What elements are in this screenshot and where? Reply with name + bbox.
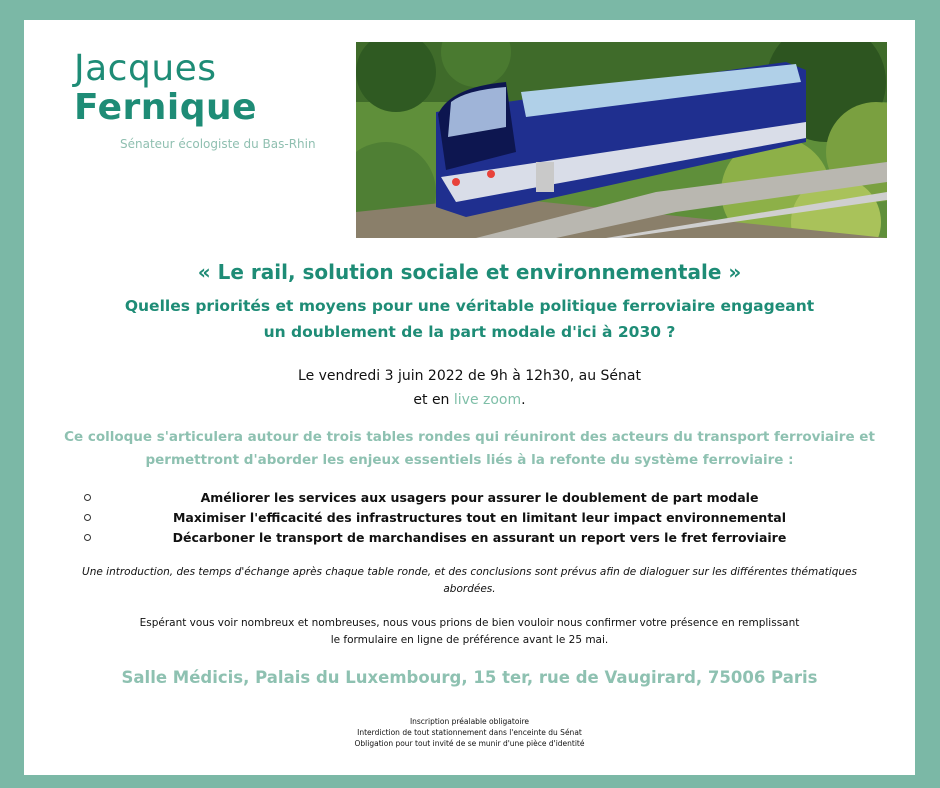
venue-address: Salle Médicis, Palais du Luxembourg, 15 ter, rue de Vaugirard, 75006 Paris [121,668,818,687]
bullet-circle-icon [84,494,91,501]
list-item [84,508,855,528]
note-line-1: Une introduction, des temps d'échange après chaque table ronde, et des conclusions sont prévus afin de dialoguer sur les différentes thématiques [82,566,857,578]
topic-text: Améliorer les services aux usagers pour assurer le doublement de part modale [200,490,759,505]
brand-tagline: Sénateur écologiste du Bas-Rhin [120,137,316,151]
brand-logo [74,50,257,128]
topic-text: Décarboner le transport de marchandises en assurant un report vers le fret ferroviaire [172,530,787,545]
bullet-circle-icon [84,534,91,541]
live-prefix: et en [413,392,454,408]
intro-line-2: permettront d'aborder les enjeux essentiels liés à la refonte du système ferroviaire : [145,452,794,468]
footer-notices [24,716,915,749]
program-note [64,564,875,598]
event-title: « Le rail, solution sociale et environnementale » [197,260,742,284]
invite-line-2: le formulaire en ligne de préférence avant le 25 mai. [330,634,609,646]
brand-first-name: Jacques [74,48,217,89]
footer-line: Inscription préalable obligatoire [409,717,530,726]
list-item [84,528,855,548]
footer-line: Interdiction de tout stationnement dans l'enceinte du Sénat [357,728,582,737]
bullet-circle-icon [84,514,91,521]
invitation-card [24,20,915,775]
note-line-2: abordées. [443,583,496,595]
list-item [84,488,855,508]
intro-paragraph [64,426,875,472]
intro-line-1: Ce colloque s'articulera autour de trois tables rondes qui réuniront des acteurs du transport ferroviaire et [64,429,875,445]
event-date: Le vendredi 3 juin 2022 de 9h à 12h30, au Sénat [298,368,641,384]
train-illustration [356,42,887,238]
invite-line-1: Espérant vous voir nombreux et nombreuses, nous vous prions de bien vouloir nous confirmer votre présence en remplissant [139,617,800,629]
topic-text: Maximiser l'efficacité des infrastructures tout en limitant leur impact environnemental [172,510,787,525]
subtitle-line-1: Quelles priorités et moyens pour une véritable politique ferroviaire engageant [124,297,815,315]
footer-line: Obligation pour tout invité de se munir d'une pièce d'identité [354,739,585,748]
topics-list [84,488,855,548]
brand-last-name: Fernique [74,87,258,128]
event-live-line [24,388,915,412]
live-zoom-link[interactable]: live zoom [453,392,522,408]
subtitle-line-2: un doublement de la part modale d'ici à 2030 ? [263,323,676,341]
event-schedule [24,364,915,412]
train-photo [356,42,887,238]
event-subtitle [84,293,855,345]
live-suffix: . [521,392,526,408]
rsvp-paragraph [84,615,855,649]
